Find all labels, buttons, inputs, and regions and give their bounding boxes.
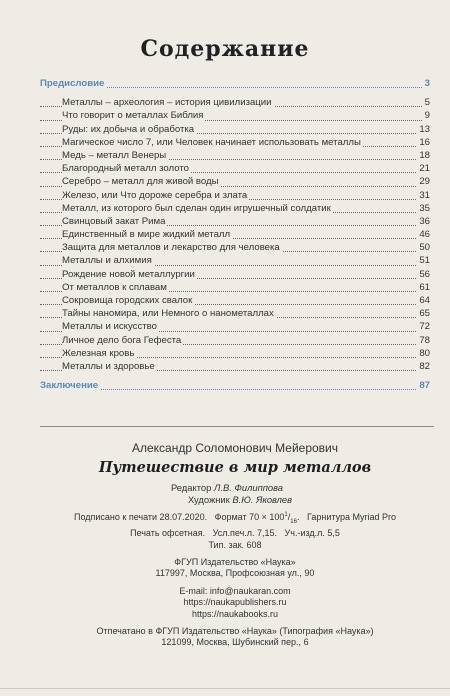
printer-address: 121099, Москва, Шубинский пер., 6: [161, 637, 309, 648]
toc-entry: [40, 379, 430, 392]
toc-entry-title: Железная кровь: [62, 347, 135, 359]
toc-entry-page: 56: [416, 268, 430, 281]
toc-entry-title: Единственный в мире жидкий металл: [62, 229, 231, 241]
print-details: Печать офсетная. Усл.печ.л. 7,15. Уч.-изд.л. 5,5: [130, 528, 340, 539]
order-number: Тип. зак. 608: [208, 539, 262, 550]
toc-entry-title: Заключение: [40, 380, 99, 392]
toc-entry: [40, 254, 430, 267]
toc-entry-page: 3: [422, 77, 430, 90]
artist-name: В.Ю. Яковлев: [232, 494, 293, 505]
typeface: Гарнитура Myriad Pro: [306, 512, 396, 522]
author-name: Александр Соломонович Мейерович: [131, 441, 338, 455]
toc-entry-page: 51: [416, 254, 430, 267]
format-end: .: [296, 512, 300, 522]
toc-entry: [40, 189, 430, 202]
toc-entry-page: 46: [416, 228, 430, 241]
toc-entry-title: Серебро – металл для живой воды: [62, 176, 219, 188]
toc-entry: [40, 123, 430, 136]
toc-entry: [40, 360, 430, 373]
toc-entry-page: 50: [416, 241, 430, 254]
signed-date: Подписано к печати 28.07.2020.: [73, 512, 208, 522]
toc-entry-title: Руды: их добыча и обработка: [62, 123, 195, 135]
toc-entry-page: 35: [416, 202, 430, 215]
toc-entry-page: 61: [416, 281, 430, 294]
toc-entry-title: Сокровища городских свалок: [62, 295, 193, 306]
toc-entry-title: Металлы – археология – история цивилизации: [62, 97, 272, 109]
toc-entry-title: Что говорит о металлах Библия: [62, 110, 204, 122]
toc-entry: [40, 334, 430, 347]
table-of-contents: [40, 77, 430, 392]
toc-entry-page: 31: [416, 189, 430, 202]
toc-entry: [40, 228, 430, 241]
print-spec-line: Подписано к печати 28.07.2020. Формат $70 \times 100^1/_{16}$. Гарнитура Myriad Pro: [73, 512, 396, 525]
artist-credit: [40, 494, 430, 506]
publisher-name: ФГУП Издательство «Наука»: [174, 557, 296, 568]
format-denominator: 16: [290, 518, 297, 525]
publisher-email: E-mail: info@naukaran.com: [179, 585, 291, 596]
toc-entry-title: Благородный металл золото: [62, 163, 189, 175]
toc-entry: [40, 136, 430, 149]
toc-entry: [40, 307, 430, 320]
toc-entry-title: Железо, или Что дороже серебра и злата: [62, 189, 248, 201]
section-divider: [40, 426, 434, 427]
toc-entry: [40, 109, 430, 122]
format-numerator: 1: [284, 512, 288, 518]
toc-title: Содержание: [140, 36, 310, 62]
toc-entry: [40, 175, 430, 188]
toc-entry-title: Металлы и здоровье: [62, 360, 155, 372]
toc-entry-title: Магическое число 7, или Человек начинает использовать металлы: [62, 136, 361, 148]
toc-entry: [40, 77, 430, 90]
toc-entry: [40, 215, 430, 228]
toc-entry-title: Металл, из которого был сделан один игрушечный солдатик: [62, 202, 331, 214]
toc-entry-title: Свинцовый закат Рима: [62, 215, 166, 227]
publisher-url: https://naukapublishers.ru: [183, 597, 287, 608]
toc-entry-page: 13: [416, 123, 430, 136]
toc-entry: [40, 268, 430, 281]
toc-entry: [40, 281, 430, 294]
toc-entry-page: 18: [416, 149, 430, 162]
toc-entry-page: 65: [416, 307, 430, 320]
toc-entry: [40, 320, 430, 333]
toc-entry: [40, 202, 430, 215]
printed-at: Отпечатано в ФГУП Издательство «Наука» (Типография «Наука»): [96, 626, 374, 637]
toc-entry-title: Предисловие: [40, 78, 105, 89]
toc-entry-page: 82: [416, 360, 430, 373]
toc-entry-page: 5: [422, 96, 430, 109]
toc-entry-page: 36: [416, 215, 430, 228]
toc-entry: [40, 162, 430, 175]
toc-entry-page: 80: [416, 347, 430, 360]
toc-entry-title: Тайны наномира, или Немного о нанометаллах: [62, 308, 274, 320]
toc-entry: [40, 149, 430, 162]
toc-entry: [40, 96, 430, 109]
book-title: Путешествие в мир металлов: [98, 459, 372, 476]
toc-entry-page: 16: [416, 136, 430, 149]
publisher-address: 117997, Москва, Профсоюзная ул., 90: [155, 568, 315, 579]
toc-entry-page: 87: [416, 379, 430, 392]
toc-entry-title: Металлы и алхимия: [62, 255, 152, 267]
page-bottom-edge: [0, 688, 450, 689]
toc-entry-title: Личное дело бога Гефеста: [62, 334, 182, 346]
toc-entry-page: 21: [416, 162, 430, 175]
format-label: Формат 70 × 100: [214, 512, 285, 522]
toc-entry-title: Защита для металлов и лекарство для человека: [62, 242, 280, 254]
publisher-url-books: https://naukabooks.ru: [191, 608, 279, 619]
toc-entry-title: Рождение новой металлургии: [62, 268, 195, 280]
artist-role: Художник: [187, 494, 230, 505]
toc-entry-page: 78: [416, 334, 430, 347]
toc-entry-page: 64: [416, 294, 430, 307]
toc-entry: [40, 347, 430, 360]
toc-entry: [40, 294, 430, 307]
toc-entry-page: 9: [422, 109, 430, 122]
editor-role: Редактор: [170, 482, 212, 493]
toc-entry-page: 72: [416, 320, 430, 333]
imprint: [40, 440, 430, 649]
editor-name: Л.В. Филиппова: [213, 482, 284, 493]
toc-entry-title: От металлов к сплавам: [62, 281, 167, 293]
toc-entry-title: Металлы и искусство: [62, 321, 157, 333]
toc-entry-title: Медь – металл Венеры: [62, 149, 167, 161]
toc-entry-page: 29: [416, 175, 430, 188]
toc-entry: [40, 241, 430, 254]
editor-credit: [40, 482, 430, 494]
